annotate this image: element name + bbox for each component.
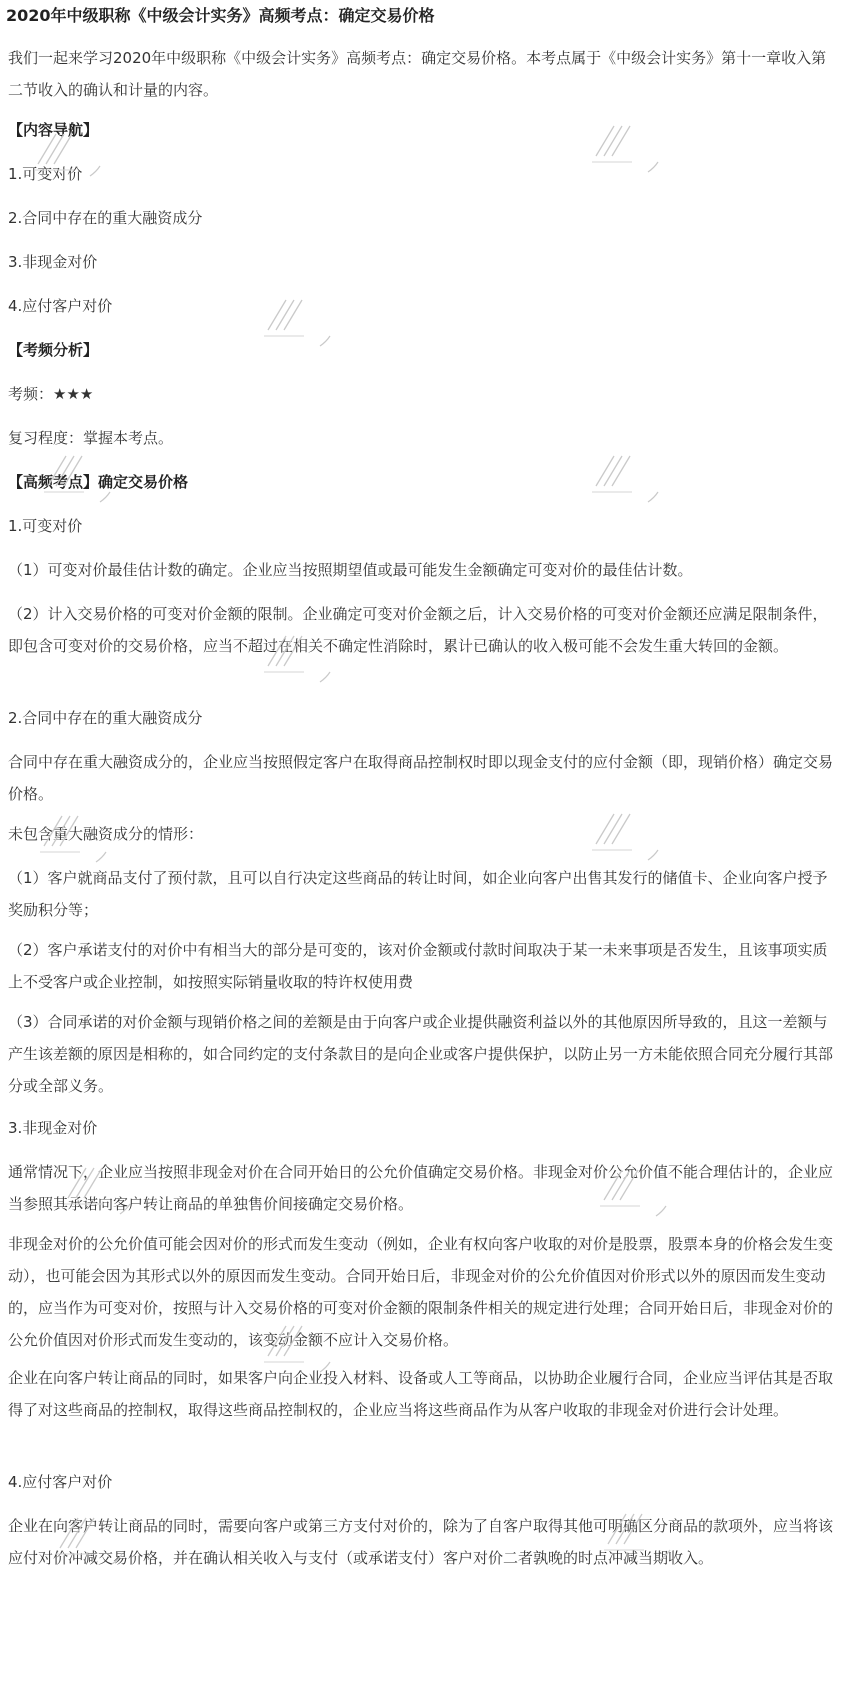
section1-paragraph-2: （2）计入交易价格的可变对价金额的限制。企业确定可变对价金额之后，计入交易价格的可变对价金额还应满足限制条件，即包含可变对价的交易价格，应当不超过在相关不确定性消除时，累计已确认的收入极可能不会发生重大转回的金额。: [8, 605, 828, 655]
nav-item-3: 3.非现金对价: [8, 253, 98, 271]
review-level: 复习程度：掌握本考点。: [8, 429, 174, 447]
nav-item-2: 2.合同中存在的重大融资成分: [8, 209, 203, 227]
nav-heading: 【内容导航】: [8, 121, 99, 139]
section3-paragraph-3: 企业在向客户转让商品的同时，如果客户向企业投入材料、设备或人工等商品，以协助企业履行合同，企业应当评估其是否取得了对这些商品的控制权，取得这些商品控制权的，企业应当将这些商品作为从客户收取的非现金对价进行会计处理。: [8, 1369, 834, 1419]
nav-item-4: 4.应付客户对价: [8, 297, 113, 315]
section4-title: 4.应付客户对价: [8, 1473, 113, 1491]
intro-paragraph: 我们一起来学习2020年中级职称《中级会计实务》高频考点：确定交易价格。本考点属于《中级会计实务》第十一章收入第二节收入的确认和计量的内容。: [8, 49, 827, 99]
article-title: 2020年中级职称《中级会计实务》高频考点：确定交易价格: [6, 6, 435, 25]
section1-paragraph-1: （1）可变对价最佳估计数的确定。企业应当按照期望值或最可能发生金额确定可变对价的最佳估计数。: [8, 561, 693, 579]
section2-paragraph-2: 未包含重大融资成分的情形：: [8, 825, 204, 843]
hot-heading: 【高频考点】确定交易价格: [8, 473, 189, 491]
section4-paragraph-1: 企业在向客户转让商品的同时，需要向客户或第三方支付对价的，除为了自客户取得其他可明确区分商品的款项外，应当将该应付对价冲减交易价格，并在确认相关收入与支付（或承诺支付）客户对价二者孰晚的时点冲减当期收入。: [8, 1517, 834, 1567]
section3-title: 3.非现金对价: [8, 1119, 98, 1137]
section2-paragraph-4: （2）客户承诺支付的对价中有相当大的部分是可变的，该对价金额或付款时间取决于某一未来事项是否发生，且该事项实质上不受客户或企业控制，如按照实际销量收取的特许权使用费: [8, 941, 828, 991]
freq-heading: 【考频分析】: [8, 341, 99, 359]
section2-paragraph-5: （3）合同承诺的对价金额与现销价格之间的差额是由于向客户或企业提供融资利益以外的其他原因所导致的，且这一差额与产生该差额的原因是相称的，如合同约定的支付条款目的是向企业或客户提供保护，以防止另一方未能依照合同充分履行其部分或全部义务。: [8, 1013, 834, 1095]
section2-title: 2.合同中存在的重大融资成分: [8, 709, 203, 727]
section2-paragraph-3: （1）客户就商品支付了预付款，且可以自行决定这些商品的转让时间，如企业向客户出售其发行的储值卡、企业向客户授予奖励积分等；: [8, 869, 828, 919]
section3-paragraph-2: 非现金对价的公允价值可能会因对价的形式而发生变动（例如，企业有权向客户收取的对价是股票，股票本身的价格会发生变动），也可能会因为其形式以外的原因而发生变动。合同开始日后，非现金对价的公允价值因对价形式以外的原因而发生变动的，应当作为可变对价，按照与计入交易价格的可变对价金额的限制条件相关的规定进行处理；合同开始日后，非现金对价的公允价值因对价形式而发生变动的，该变动金额不应计入交易价格。: [8, 1235, 834, 1349]
freq-stars: 考频：★★★: [8, 385, 94, 403]
section1-title: 1.可变对价: [8, 517, 83, 535]
section3-paragraph-1: 通常情况下，企业应当按照非现金对价在合同开始日的公允价值确定交易价格。非现金对价公允价值不能合理估计的，企业应当参照其承诺向客户转让商品的单独售价间接确定交易价格。: [8, 1163, 834, 1213]
section2-paragraph-1: 合同中存在重大融资成分的，企业应当按照假定客户在取得商品控制权时即以现金支付的应付金额（即，现销价格）确定交易价格。: [8, 753, 834, 803]
nav-item-1: 1.可变对价: [8, 165, 83, 183]
